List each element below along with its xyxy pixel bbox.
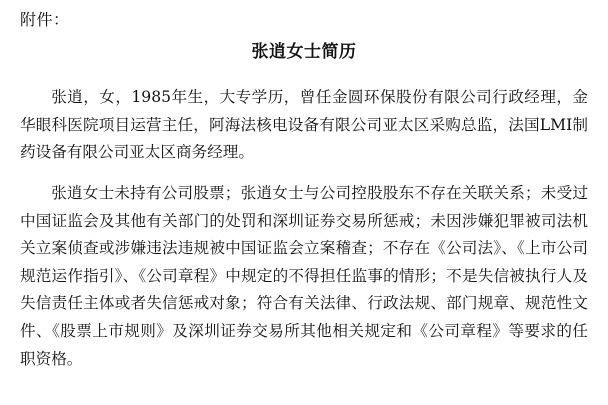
document-title: 张逍女士简历 [251,42,357,62]
resume-paragraph-background: 张逍，女，1985年生，大专学历，曾任金圆环保股份有限公司行政经理，金华眼科医院项目运营主任，阿海法核电设备有限公司亚太区采购总监，法国LMI制药设备有限公司亚太区商务经理。 [20,88,588,162]
attachment-label: 附件： [20,10,70,29]
resume-paragraph-qualifications: 张逍女士未持有公司股票；张逍女士与公司控股股东不存在关联关系；未受过中国证监会及其他有关部门的处罚和深圳证券交易所惩戒；未因涉嫌犯罪被司法机关立案侦查或涉嫌违法违规被中国证监会立案稽查；不存在《公司法》、《上市公司规范运作指引》、《公司章程》中规定的不得担任监事的情形；不是失信被执行人及失信责任主体或者失信惩戒对象；符合有关法律、行政法规、部门规章、规范性文件、《股票上市规则》及深圳证券交易所其他相关规定和《公司章程》等要求的任职资格。 [20,184,588,368]
